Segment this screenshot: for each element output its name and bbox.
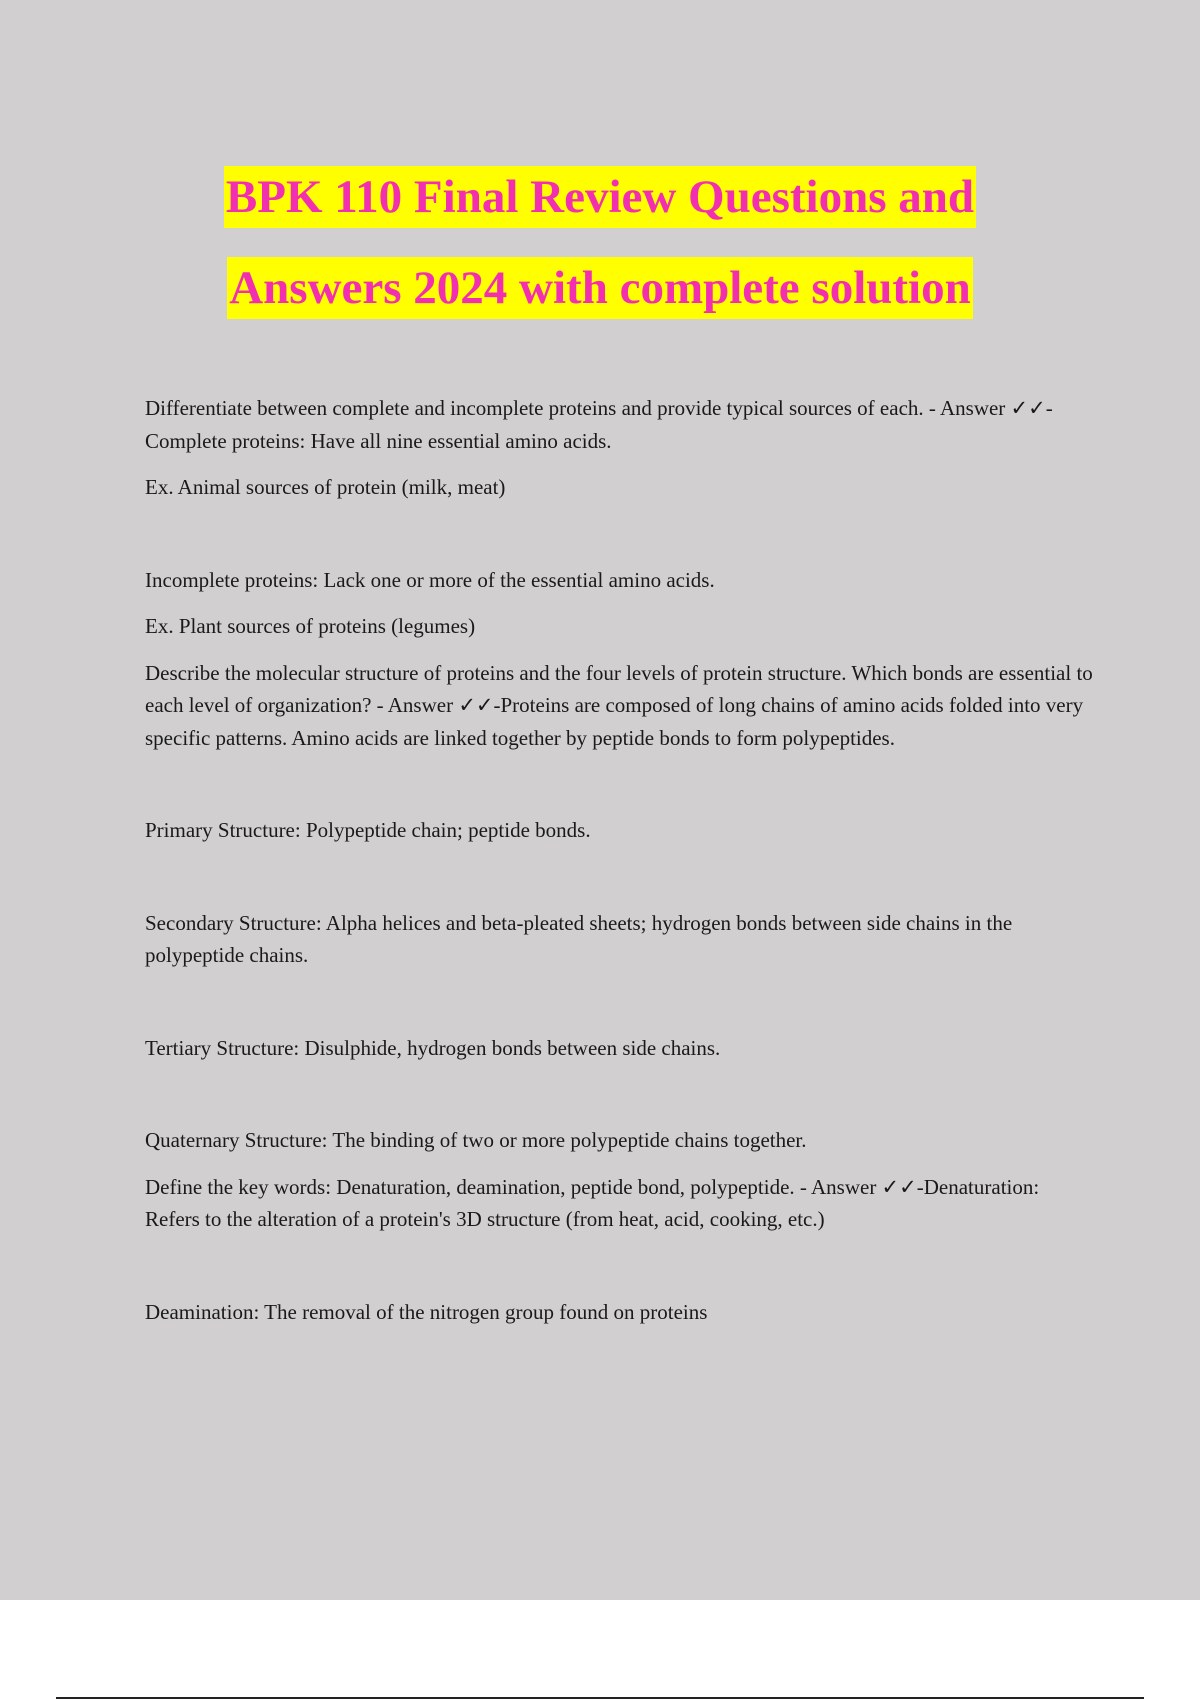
title-line-1: BPK 110 Final Review Questions and (224, 166, 976, 228)
paragraph: Incomplete proteins: Lack one or more of the essential amino acids. (145, 567, 715, 592)
paragraph: Describe the molecular structure of proteins and the four levels of protein structure. Which bonds are essential to each level of organization? - Answer ✓✓-Proteins are composed of long chains of amino acids folded into very specific patterns. Amino acids are linked together by peptide bonds to form polypeptides. (145, 660, 1093, 750)
paragraph: Ex. Animal sources of protein (milk, meat) (145, 475, 506, 499)
paragraph: Primary Structure: Polypeptide chain; peptide bonds. (145, 818, 591, 842)
document-title (0, 166, 1200, 348)
paragraph: Differentiate between complete and incomplete proteins and provide typical sources of each. - Answer ✓✓-Complete proteins: Have all nine essential amino acids. (145, 396, 1053, 453)
paragraph: Deamination: The removal of the nitrogen group found on proteins (145, 1299, 708, 1324)
paragraph: Ex. Plant sources of proteins (legumes) (145, 614, 476, 638)
document-body (145, 392, 1095, 1328)
footer-divider (56, 1697, 1144, 1699)
title-line-2: Answers 2024 with complete solution (227, 257, 973, 319)
paragraph: Define the key words: Denaturation, deamination, peptide bond, polypeptide. - Answer ✓✓-Denaturation: Refers to the alteration of a protein's 3D structure (from heat, acid, cooking, etc.) (145, 1174, 1040, 1231)
paragraph: Tertiary Structure: Disulphide, hydrogen bonds between side chains. (145, 1035, 721, 1060)
paragraph: Quaternary Structure: The binding of two or more polypeptide chains together. (145, 1128, 807, 1152)
paragraph: Secondary Structure: Alpha helices and beta-pleated sheets; hydrogen bonds between side chains in the polypeptide chains. (145, 910, 1013, 967)
